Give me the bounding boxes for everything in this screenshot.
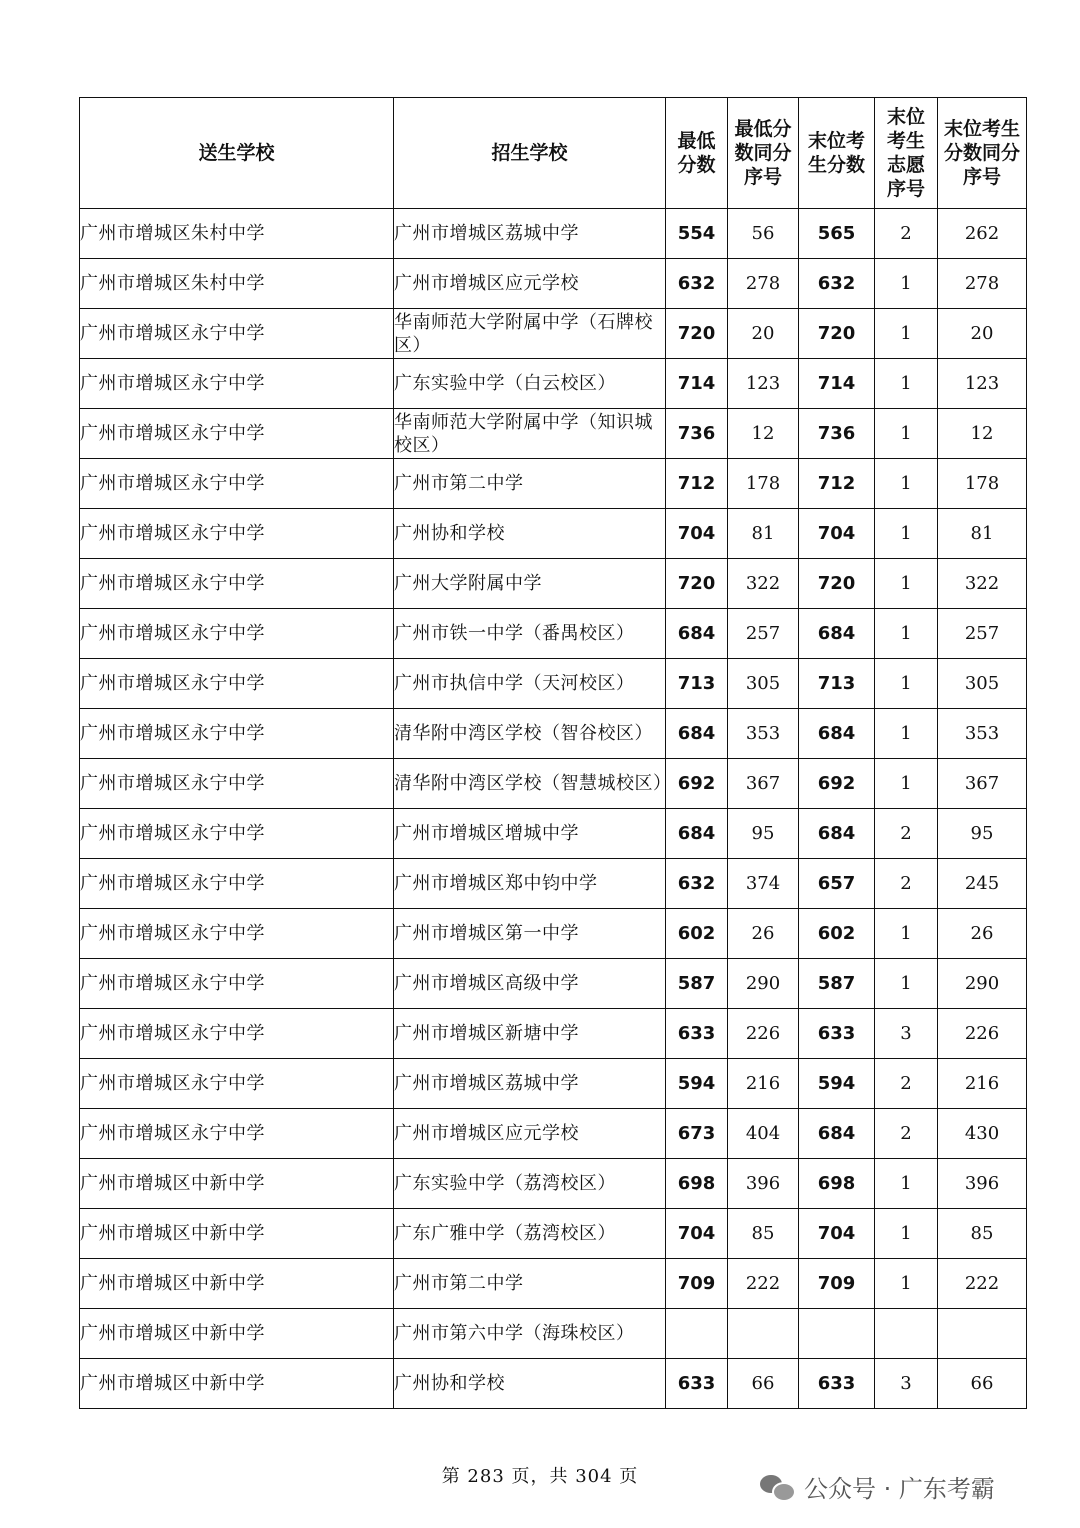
header-last-choice: 末位考生志愿序号 bbox=[875, 98, 938, 209]
table-row bbox=[80, 409, 1027, 459]
cell-last-score: 713 bbox=[799, 659, 875, 709]
cell-min-score: 709 bbox=[666, 1259, 728, 1309]
cell-last-rank: 66 bbox=[938, 1359, 1027, 1409]
cell-sending-school: 广州市增城区永宁中学 bbox=[80, 859, 394, 909]
table-row bbox=[80, 359, 1027, 409]
cell-sending-school: 广州市增城区永宁中学 bbox=[80, 709, 394, 759]
cell-min-score-rank: 123 bbox=[728, 359, 799, 409]
table-row bbox=[80, 659, 1027, 709]
cell-last-score: 632 bbox=[799, 259, 875, 309]
table-row bbox=[80, 1109, 1027, 1159]
cell-last-score: 704 bbox=[799, 509, 875, 559]
cell-admitting-school: 广州市增城区新塘中学 bbox=[394, 1009, 666, 1059]
cell-last-rank: 278 bbox=[938, 259, 1027, 309]
header-row bbox=[80, 98, 1027, 209]
table-row bbox=[80, 1159, 1027, 1209]
cell-min-score: 684 bbox=[666, 609, 728, 659]
cell-min-score-rank: 404 bbox=[728, 1109, 799, 1159]
cell-sending-school: 广州市增城区永宁中学 bbox=[80, 759, 394, 809]
cell-last-choice: 3 bbox=[875, 1359, 938, 1409]
cell-min-score: 713 bbox=[666, 659, 728, 709]
cell-last-rank: 95 bbox=[938, 809, 1027, 859]
cell-last-score: 692 bbox=[799, 759, 875, 809]
cell-min-score-rank: 12 bbox=[728, 409, 799, 459]
cell-min-score-rank: 290 bbox=[728, 959, 799, 1009]
cell-last-rank: 353 bbox=[938, 709, 1027, 759]
cell-sending-school: 广州市增城区永宁中学 bbox=[80, 459, 394, 509]
cell-last-score: 684 bbox=[799, 609, 875, 659]
cell-sending-school: 广州市增城区永宁中学 bbox=[80, 959, 394, 1009]
table-row bbox=[80, 809, 1027, 859]
cell-admitting-school: 广州市第六中学（海珠校区） bbox=[394, 1309, 666, 1359]
cell-min-score: 704 bbox=[666, 1209, 728, 1259]
cell-min-score-rank: 216 bbox=[728, 1059, 799, 1109]
cell-min-score-rank: 353 bbox=[728, 709, 799, 759]
cell-last-score: 602 bbox=[799, 909, 875, 959]
watermark bbox=[760, 1469, 995, 1504]
cell-min-score: 554 bbox=[666, 209, 728, 259]
table-row bbox=[80, 459, 1027, 509]
cell-sending-school: 广州市增城区永宁中学 bbox=[80, 1009, 394, 1059]
cell-last-score: 594 bbox=[799, 1059, 875, 1109]
cell-min-score-rank: 226 bbox=[728, 1009, 799, 1059]
cell-sending-school: 广州市增城区朱村中学 bbox=[80, 209, 394, 259]
cell-last-choice: 2 bbox=[875, 209, 938, 259]
cell-last-score: 709 bbox=[799, 1259, 875, 1309]
cell-last-rank: 26 bbox=[938, 909, 1027, 959]
cell-admitting-school: 广州大学附属中学 bbox=[394, 559, 666, 609]
cell-admitting-school: 广州市增城区荔城中学 bbox=[394, 1059, 666, 1109]
cell-last-score: 633 bbox=[799, 1009, 875, 1059]
cell-last-choice bbox=[875, 1309, 938, 1359]
table-row bbox=[80, 759, 1027, 809]
cell-last-score: 587 bbox=[799, 959, 875, 1009]
cell-last-score: 704 bbox=[799, 1209, 875, 1259]
cell-admitting-school: 华南师范大学附属中学（知识城校区） bbox=[394, 409, 666, 459]
cell-last-rank: 123 bbox=[938, 359, 1027, 409]
cell-last-rank: 85 bbox=[938, 1209, 1027, 1259]
table-row bbox=[80, 1009, 1027, 1059]
cell-min-score: 704 bbox=[666, 509, 728, 559]
cell-admitting-school: 广州市第二中学 bbox=[394, 1259, 666, 1309]
cell-min-score-rank: 396 bbox=[728, 1159, 799, 1209]
cell-min-score-rank: 20 bbox=[728, 309, 799, 359]
cell-min-score: 594 bbox=[666, 1059, 728, 1109]
cell-last-rank: 367 bbox=[938, 759, 1027, 809]
cell-last-choice: 1 bbox=[875, 959, 938, 1009]
cell-admitting-school: 广州市第二中学 bbox=[394, 459, 666, 509]
cell-sending-school: 广州市增城区永宁中学 bbox=[80, 509, 394, 559]
table-row bbox=[80, 1209, 1027, 1259]
cell-last-score: 684 bbox=[799, 709, 875, 759]
cell-min-score: 673 bbox=[666, 1109, 728, 1159]
cell-min-score-rank bbox=[728, 1309, 799, 1359]
table-row bbox=[80, 509, 1027, 559]
cell-min-score: 736 bbox=[666, 409, 728, 459]
header-admitting-school: 招生学校 bbox=[394, 98, 666, 209]
cell-sending-school: 广州市增城区永宁中学 bbox=[80, 309, 394, 359]
cell-last-choice: 2 bbox=[875, 1059, 938, 1109]
cell-min-score: 714 bbox=[666, 359, 728, 409]
cell-min-score: 720 bbox=[666, 309, 728, 359]
cell-admitting-school: 广东实验中学（白云校区） bbox=[394, 359, 666, 409]
table-row bbox=[80, 259, 1027, 309]
table-row bbox=[80, 1059, 1027, 1109]
cell-sending-school: 广州市增城区中新中学 bbox=[80, 1259, 394, 1309]
cell-min-score-rank: 66 bbox=[728, 1359, 799, 1409]
cell-min-score-rank: 367 bbox=[728, 759, 799, 809]
cell-min-score: 602 bbox=[666, 909, 728, 959]
cell-sending-school: 广州市增城区永宁中学 bbox=[80, 809, 394, 859]
table-row bbox=[80, 959, 1027, 1009]
cell-last-rank: 216 bbox=[938, 1059, 1027, 1109]
cell-admitting-school: 清华附中湾区学校（智谷校区） bbox=[394, 709, 666, 759]
admission-table bbox=[79, 97, 1027, 1409]
cell-admitting-school: 广州市增城区郑中钧中学 bbox=[394, 859, 666, 909]
cell-last-score: 714 bbox=[799, 359, 875, 409]
cell-admitting-school: 广州协和学校 bbox=[394, 509, 666, 559]
cell-last-choice: 1 bbox=[875, 909, 938, 959]
cell-min-score-rank: 178 bbox=[728, 459, 799, 509]
cell-last-choice: 2 bbox=[875, 1109, 938, 1159]
cell-last-choice: 1 bbox=[875, 659, 938, 709]
cell-last-choice: 1 bbox=[875, 359, 938, 409]
table-row bbox=[80, 209, 1027, 259]
cell-last-choice: 2 bbox=[875, 859, 938, 909]
table-row bbox=[80, 1359, 1027, 1409]
cell-last-choice: 1 bbox=[875, 459, 938, 509]
cell-last-score bbox=[799, 1309, 875, 1359]
cell-last-choice: 1 bbox=[875, 559, 938, 609]
cell-last-score: 657 bbox=[799, 859, 875, 909]
cell-admitting-school: 广州市增城区应元学校 bbox=[394, 1109, 666, 1159]
cell-sending-school: 广州市增城区朱村中学 bbox=[80, 259, 394, 309]
table-row bbox=[80, 1309, 1027, 1359]
cell-last-rank: 245 bbox=[938, 859, 1027, 909]
cell-last-rank: 81 bbox=[938, 509, 1027, 559]
cell-admitting-school: 广州市铁一中学（番禺校区） bbox=[394, 609, 666, 659]
cell-min-score: 692 bbox=[666, 759, 728, 809]
cell-min-score-rank: 257 bbox=[728, 609, 799, 659]
cell-last-choice: 1 bbox=[875, 609, 938, 659]
watermark-text: 公众号 · 广东考霸 bbox=[804, 1475, 995, 1503]
cell-last-rank: 322 bbox=[938, 559, 1027, 609]
cell-last-rank: 178 bbox=[938, 459, 1027, 509]
table-row bbox=[80, 559, 1027, 609]
cell-min-score: 632 bbox=[666, 259, 728, 309]
cell-last-choice: 1 bbox=[875, 309, 938, 359]
cell-last-score: 720 bbox=[799, 309, 875, 359]
cell-min-score: 684 bbox=[666, 809, 728, 859]
cell-last-rank: 290 bbox=[938, 959, 1027, 1009]
table-row bbox=[80, 709, 1027, 759]
cell-sending-school: 广州市增城区永宁中学 bbox=[80, 1059, 394, 1109]
cell-admitting-school: 广州市增城区增城中学 bbox=[394, 809, 666, 859]
header-last-rank: 末位考生分数同分序号 bbox=[938, 98, 1027, 209]
page-footer: 第 283 页，共 304 页 bbox=[441, 1466, 639, 1487]
cell-last-rank: 396 bbox=[938, 1159, 1027, 1209]
cell-min-score-rank: 95 bbox=[728, 809, 799, 859]
cell-last-score: 698 bbox=[799, 1159, 875, 1209]
cell-min-score-rank: 322 bbox=[728, 559, 799, 609]
cell-last-choice: 2 bbox=[875, 809, 938, 859]
cell-sending-school: 广州市增城区中新中学 bbox=[80, 1159, 394, 1209]
cell-admitting-school: 广州市增城区荔城中学 bbox=[394, 209, 666, 259]
cell-sending-school: 广州市增城区永宁中学 bbox=[80, 409, 394, 459]
cell-last-choice: 1 bbox=[875, 409, 938, 459]
cell-sending-school: 广州市增城区中新中学 bbox=[80, 1309, 394, 1359]
cell-last-score: 684 bbox=[799, 809, 875, 859]
cell-last-score: 633 bbox=[799, 1359, 875, 1409]
cell-min-score-rank: 374 bbox=[728, 859, 799, 909]
cell-last-score: 720 bbox=[799, 559, 875, 609]
cell-last-choice: 1 bbox=[875, 1209, 938, 1259]
cell-admitting-school: 广州市增城区第一中学 bbox=[394, 909, 666, 959]
wechat-icon bbox=[760, 1473, 794, 1501]
cell-last-choice: 1 bbox=[875, 259, 938, 309]
cell-last-rank bbox=[938, 1309, 1027, 1359]
cell-min-score-rank: 222 bbox=[728, 1259, 799, 1309]
cell-admitting-school: 广州市增城区应元学校 bbox=[394, 259, 666, 309]
cell-last-score: 736 bbox=[799, 409, 875, 459]
cell-min-score-rank: 85 bbox=[728, 1209, 799, 1259]
cell-last-choice: 1 bbox=[875, 509, 938, 559]
cell-last-score: 712 bbox=[799, 459, 875, 509]
cell-sending-school: 广州市增城区永宁中学 bbox=[80, 659, 394, 709]
table-row bbox=[80, 309, 1027, 359]
cell-sending-school: 广州市增城区永宁中学 bbox=[80, 909, 394, 959]
cell-last-choice: 3 bbox=[875, 1009, 938, 1059]
cell-sending-school: 广州市增城区永宁中学 bbox=[80, 359, 394, 409]
cell-admitting-school: 华南师范大学附属中学（石牌校区） bbox=[394, 309, 666, 359]
cell-admitting-school: 广州市执信中学（天河校区） bbox=[394, 659, 666, 709]
cell-min-score: 720 bbox=[666, 559, 728, 609]
table-row bbox=[80, 1259, 1027, 1309]
cell-last-choice: 1 bbox=[875, 709, 938, 759]
cell-last-rank: 226 bbox=[938, 1009, 1027, 1059]
cell-last-rank: 262 bbox=[938, 209, 1027, 259]
cell-min-score: 633 bbox=[666, 1009, 728, 1059]
cell-last-score: 684 bbox=[799, 1109, 875, 1159]
header-sending-school: 送生学校 bbox=[80, 98, 394, 209]
table-row bbox=[80, 609, 1027, 659]
cell-admitting-school: 清华附中湾区学校（智慧城校区） bbox=[394, 759, 666, 809]
cell-last-choice: 1 bbox=[875, 1159, 938, 1209]
cell-admitting-school: 广州协和学校 bbox=[394, 1359, 666, 1409]
cell-last-rank: 257 bbox=[938, 609, 1027, 659]
cell-min-score-rank: 56 bbox=[728, 209, 799, 259]
table-row bbox=[80, 859, 1027, 909]
cell-last-choice: 1 bbox=[875, 1259, 938, 1309]
header-min-score-rank: 最低分数同分序号 bbox=[728, 98, 799, 209]
cell-last-rank: 430 bbox=[938, 1109, 1027, 1159]
cell-min-score: 698 bbox=[666, 1159, 728, 1209]
cell-min-score: 712 bbox=[666, 459, 728, 509]
header-last-score: 末位考生分数 bbox=[799, 98, 875, 209]
cell-admitting-school: 广东实验中学（荔湾校区） bbox=[394, 1159, 666, 1209]
cell-last-rank: 12 bbox=[938, 409, 1027, 459]
cell-min-score bbox=[666, 1309, 728, 1359]
cell-min-score: 632 bbox=[666, 859, 728, 909]
cell-min-score: 587 bbox=[666, 959, 728, 1009]
cell-last-choice: 1 bbox=[875, 759, 938, 809]
table-row bbox=[80, 909, 1027, 959]
cell-min-score-rank: 81 bbox=[728, 509, 799, 559]
cell-min-score: 684 bbox=[666, 709, 728, 759]
cell-last-score: 565 bbox=[799, 209, 875, 259]
cell-admitting-school: 广东广雅中学（荔湾校区） bbox=[394, 1209, 666, 1259]
cell-admitting-school: 广州市增城区高级中学 bbox=[394, 959, 666, 1009]
cell-last-rank: 222 bbox=[938, 1259, 1027, 1309]
cell-last-rank: 305 bbox=[938, 659, 1027, 709]
cell-min-score-rank: 305 bbox=[728, 659, 799, 709]
cell-sending-school: 广州市增城区中新中学 bbox=[80, 1359, 394, 1409]
cell-min-score-rank: 26 bbox=[728, 909, 799, 959]
header-min-score: 最低分数 bbox=[666, 98, 728, 209]
cell-min-score: 633 bbox=[666, 1359, 728, 1409]
cell-sending-school: 广州市增城区永宁中学 bbox=[80, 1109, 394, 1159]
cell-sending-school: 广州市增城区永宁中学 bbox=[80, 609, 394, 659]
cell-sending-school: 广州市增城区中新中学 bbox=[80, 1209, 394, 1259]
cell-min-score-rank: 278 bbox=[728, 259, 799, 309]
cell-last-rank: 20 bbox=[938, 309, 1027, 359]
cell-sending-school: 广州市增城区永宁中学 bbox=[80, 559, 394, 609]
